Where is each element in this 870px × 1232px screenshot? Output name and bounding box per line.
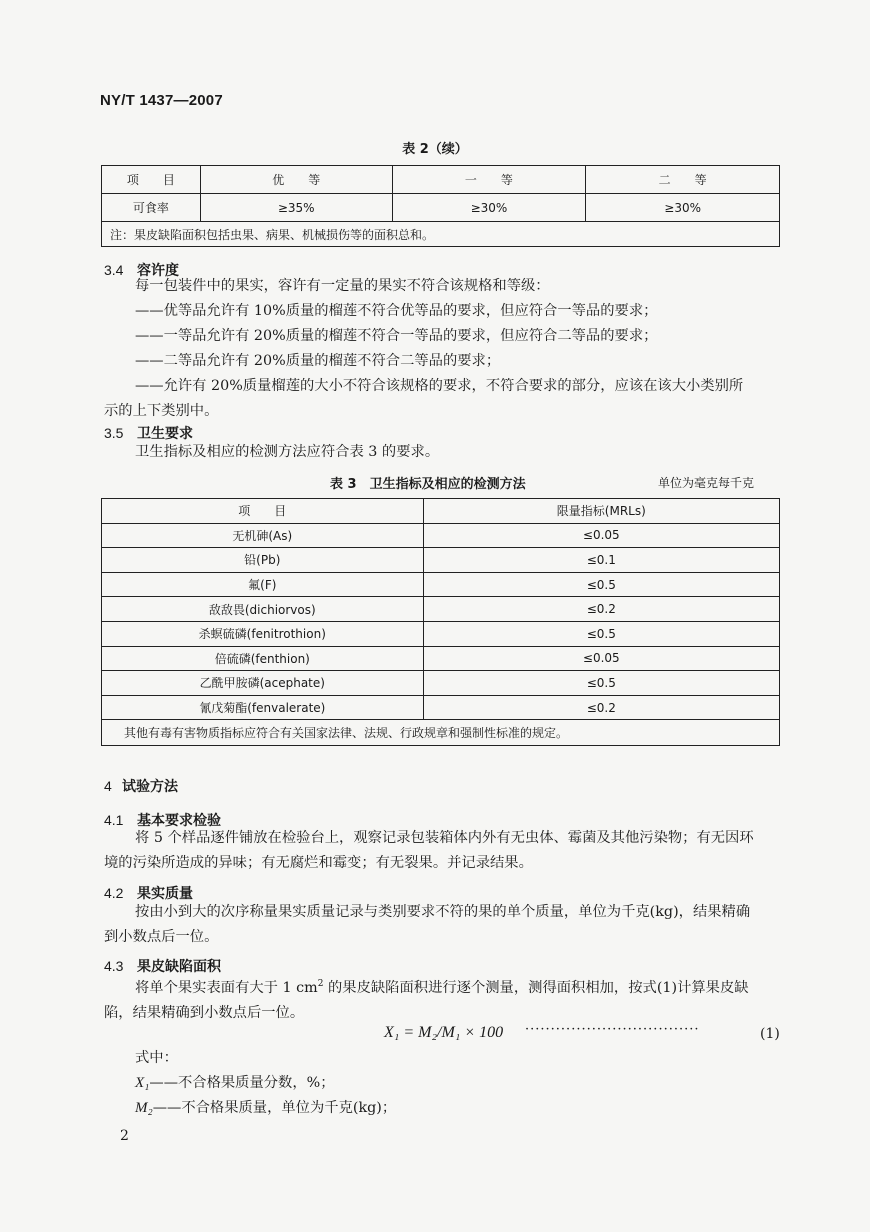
table2-cell: 可食率: [102, 194, 201, 222]
section-4-1-body: [104, 826, 784, 876]
table-row: [102, 646, 780, 671]
table-row: [102, 695, 780, 720]
table3-limit: ≤0.2: [423, 597, 779, 622]
table3-item: 氰戊菊酯(fenvalerate): [102, 695, 424, 720]
table2-header-first: 一 等: [392, 166, 586, 194]
table2-note: 注：果皮缺陷面积包括虫果、病果、机械损伤等的面积总和。: [102, 222, 780, 247]
section-title: 容许度: [137, 263, 179, 279]
table3-limit: ≤0.5: [423, 671, 779, 696]
paragraph-line: 到小数点后一位。: [104, 929, 219, 945]
section-title: 卫生要求: [137, 426, 193, 442]
table2-caption: 表 2（续）: [402, 142, 468, 157]
table-row: [102, 194, 780, 222]
paragraph-line: 境的污染所造成的异味；有无腐烂和霉变；有无裂果。并记录结果。: [104, 855, 533, 871]
table3-item: 倍硫磷(fenthion): [102, 646, 424, 671]
variable-description: ——不合格果质量分数，%；: [149, 1075, 335, 1091]
section-title: 基本要求检验: [137, 813, 221, 829]
text-segment: 的果皮缺陷面积进行逐个测量，测得面积相加，按式(1)计算果皮缺: [323, 979, 749, 996]
table3: [101, 498, 780, 746]
section-3-4-body: [104, 274, 784, 424]
table2: [101, 165, 780, 247]
section-4-2-body: [104, 900, 784, 950]
table2-header-premium: 优 等: [200, 166, 392, 194]
table2-note-row: [102, 222, 780, 247]
table3-caption: 表 3 卫生指标及相应的检测方法: [330, 477, 526, 492]
table3-header-row: [102, 499, 780, 524]
superscript: 2: [317, 979, 324, 989]
table-row: [102, 572, 780, 597]
table2-cell: ≥30%: [586, 194, 780, 222]
variable-symbol: X₁: [135, 1075, 150, 1091]
table-row: [102, 621, 780, 646]
section-4-3-body: [104, 972, 784, 1026]
table2-header-row: [102, 166, 780, 194]
table3-item: 无机砷(As): [102, 523, 424, 548]
table3-limit: ≤0.1: [423, 548, 779, 573]
paragraph-line: ——二等品允许有 20%质量的榴莲不符合二等品的要求；: [135, 353, 501, 369]
table2-cell: ≥30%: [392, 194, 586, 222]
table3-unit: 单位为毫克每千克: [658, 476, 755, 490]
section-number: 4: [104, 778, 112, 794]
section-number: 3.4: [104, 262, 124, 278]
section-number: 3.5: [104, 425, 124, 441]
variable-definition: [135, 1096, 396, 1121]
table3-item: 敌敌畏(dichiorvos): [102, 597, 424, 622]
table-row: [102, 597, 780, 622]
section-title: 果实质量: [137, 886, 193, 902]
table3-item: 乙酰甲胺磷(acephate): [102, 671, 424, 696]
table2-cell: ≥35%: [200, 194, 392, 222]
formula-leader-dots: ··································: [525, 1022, 700, 1037]
table3-note: 其他有毒有害物质指标应符合有关国家法律、法规、行政规章和强制性标准的规定。: [102, 720, 780, 746]
where-label: 式中：: [135, 1050, 178, 1066]
table2-header-item: 项 目: [102, 166, 201, 194]
paragraph-line: [104, 972, 784, 1001]
page-number: 2: [120, 1128, 129, 1144]
paragraph-line: 示的上下类别中。: [104, 403, 219, 419]
paragraph-line: 按由小到大的次序称量果实质量记录与类别要求不符的果的单个质量，单位为千克(kg)，结果精确: [135, 904, 751, 920]
table3-limit: ≤0.05: [423, 523, 779, 548]
table-row: [102, 671, 780, 696]
table2-header-second: 二 等: [586, 166, 780, 194]
paragraph-line: 陷，结果精确到小数点后一位。: [104, 1004, 305, 1021]
paragraph-line: ——允许有 20%质量榴莲的大小不符合该规格的要求，不符合要求的部分，应该在该大小类别所: [135, 378, 744, 394]
paragraph-line: 将 5 个样品逐件铺放在检验台上，观察记录包装箱体内外有无虫体、霉菌及其他污染物；有无因环: [135, 830, 754, 846]
table3-limit: ≤0.2: [423, 695, 779, 720]
variable-symbol: M₂: [135, 1100, 153, 1116]
paragraph-line: 每一包装件中的果实，容许有一定量的果实不符合该规格和等级：: [135, 278, 550, 294]
text-segment: 将单个果实表面有大于 1 cm: [135, 979, 318, 996]
table3-header-limit: 限量指标(MRLs): [423, 499, 779, 524]
table3-header-item: 项 目: [102, 499, 424, 524]
section-number: 4.1: [104, 812, 124, 828]
table3-item: 铅(Pb): [102, 548, 424, 573]
table3-item: 氟(F): [102, 572, 424, 597]
table3-limit: ≤0.5: [423, 572, 779, 597]
section-3-5-text: 卫生指标及相应的检测方法应符合表 3 的要求。: [135, 444, 440, 460]
paragraph-line: ——优等品允许有 10%质量的榴莲不符合优等品的要求，但应符合一等品的要求；: [135, 303, 658, 319]
paragraph-line: ——一等品允许有 20%质量的榴莲不符合一等品的要求，但应符合二等品的要求；: [135, 328, 658, 344]
table3-limit: ≤0.5: [423, 621, 779, 646]
table3-limit: ≤0.05: [423, 646, 779, 671]
section-number: 4.2: [104, 885, 124, 901]
formula: X₁ = M₂/M₁ × 100: [384, 1024, 504, 1041]
formula-number: (1): [760, 1026, 780, 1042]
table3-note-row: [102, 720, 780, 746]
section-title: 果皮缺陷面积: [137, 959, 221, 975]
table3-item: 杀螟硫磷(fenitrothion): [102, 621, 424, 646]
section-title: 试验方法: [122, 779, 178, 795]
variable-definition: [135, 1071, 335, 1096]
standard-code: NY/T 1437—2007: [100, 92, 223, 109]
section-number: 4.3: [104, 958, 124, 974]
section-4-heading: [104, 776, 178, 796]
table-row: [102, 548, 780, 573]
variable-description: ——不合格果质量，单位为千克(kg)；: [152, 1100, 397, 1116]
table-row: [102, 523, 780, 548]
